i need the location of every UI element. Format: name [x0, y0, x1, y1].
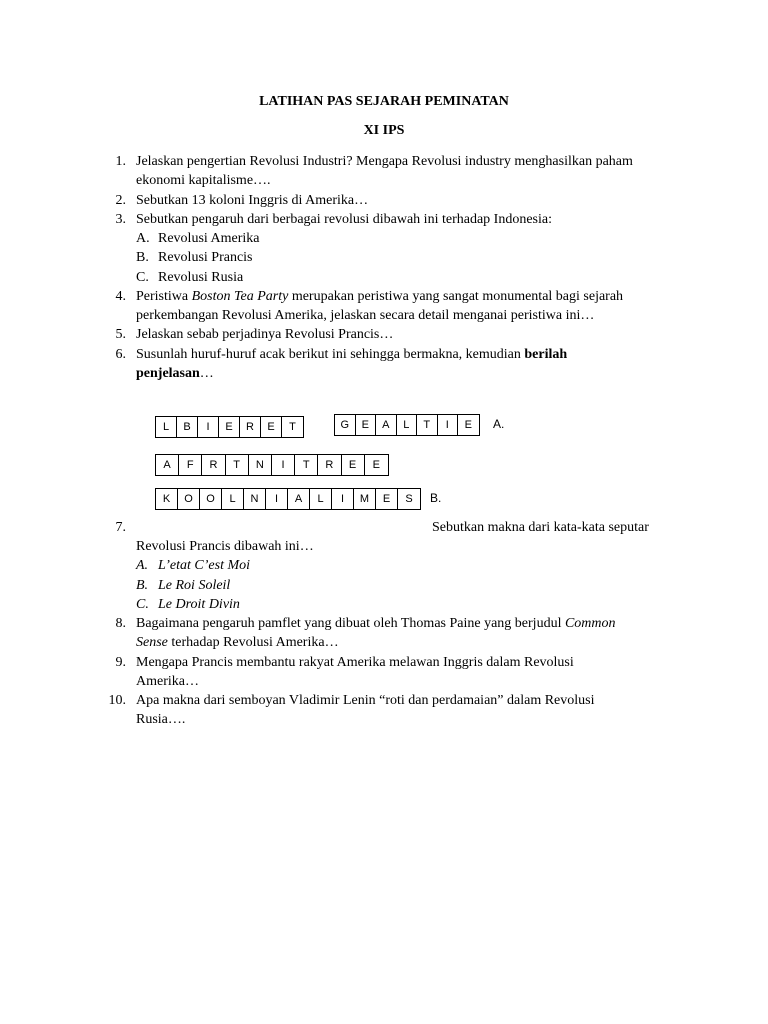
- option-letter: C.: [136, 270, 149, 285]
- letter-tile: T: [417, 415, 438, 435]
- question-number: 8.: [115, 616, 126, 631]
- question-9-cont: Amerika…: [136, 674, 199, 689]
- question-text: Sebutkan 13 koloni Inggris di Amerika…: [136, 193, 369, 208]
- question-bold-text: berilah: [524, 347, 568, 362]
- option-c: [136, 595, 240, 614]
- option-text: Revolusi Rusia: [158, 270, 244, 285]
- letter-tile: E: [356, 415, 377, 435]
- letter-tile: R: [240, 417, 261, 437]
- option-letter: A.: [136, 558, 149, 573]
- question-4-cont: perkembangan Revolusi Amerika, jelaskan secara detail menganai peristiwa ini…: [136, 308, 595, 323]
- question-number: 7.: [115, 520, 126, 535]
- question-text: Jelaskan pengertian Revolusi Industri? Mengapa Revolusi industry menghasilkan paham: [136, 154, 633, 169]
- question-10-cont: Rusia….: [136, 712, 186, 727]
- question-number: 10.: [108, 693, 126, 708]
- letter-tile: L: [397, 415, 418, 435]
- question-text: Susunlah huruf-huruf acak berikut ini sehingga bermakna, kemudian: [136, 347, 525, 362]
- option-b: [136, 248, 253, 267]
- question-number: 5.: [115, 327, 126, 342]
- letter-tiles-row-3: [155, 454, 389, 476]
- question-text: Bagaimana pengaruh pamflet yang dibuat oleh Thomas Paine yang berjudul: [136, 616, 565, 631]
- letter-tiles-row-1: [155, 416, 304, 438]
- letter-tile: R: [202, 455, 225, 475]
- letter-tile: B: [177, 417, 198, 437]
- option-text: Revolusi Prancis: [158, 250, 253, 265]
- question-text: …: [199, 366, 214, 381]
- option-text: Le Droit Divin: [158, 597, 240, 612]
- letter-tile: E: [376, 489, 398, 509]
- question-text: terhadap Revolusi Amerika…: [167, 635, 339, 650]
- letter-tile: T: [289, 421, 296, 433]
- letter-tile: E: [372, 459, 380, 471]
- question-text: Peristiwa: [136, 289, 192, 304]
- letter-tile: E: [342, 455, 365, 475]
- page-title: LATIHAN PAS SEJARAH PEMINATAN: [259, 94, 509, 109]
- question-bold-text: penjelasan: [136, 366, 200, 381]
- letter-tile: L: [310, 489, 332, 509]
- letter-tile: T: [295, 455, 318, 475]
- question-number: 1.: [115, 154, 126, 169]
- question-number: 2.: [115, 193, 126, 208]
- question-text: merupakan peristiwa yang sangat monumental bagi sejarah: [288, 289, 624, 304]
- letter-tile: I: [272, 455, 295, 475]
- letter-tile: G: [335, 415, 356, 435]
- question-italic-text: Common: [564, 616, 616, 631]
- letter-tile: F: [179, 455, 202, 475]
- question-6-cont: [136, 364, 214, 383]
- letter-tile: N: [244, 489, 266, 509]
- letter-tile: O: [200, 489, 222, 509]
- letter-tiles-row-4: [155, 488, 421, 510]
- question-number: 3.: [115, 212, 126, 227]
- option-a: [136, 556, 250, 575]
- question-italic-text: Sense: [136, 635, 168, 650]
- option-letter: B.: [136, 578, 149, 593]
- letter-tile: E: [219, 417, 240, 437]
- letter-tile: T: [226, 455, 249, 475]
- question-text: Apa makna dari semboyan Vladimir Lenin “roti dan perdamaian” dalam Revolusi: [136, 693, 595, 708]
- option-letter: A.: [136, 231, 150, 246]
- letter-tile: S: [405, 493, 413, 505]
- question-text: Sebutkan makna dari kata-kata seputar: [432, 520, 649, 535]
- option-letter: B.: [136, 250, 149, 265]
- question-text: Sebutkan pengaruh dari berbagai revolusi dibawah ini terhadap Indonesia:: [136, 212, 552, 227]
- question-text: Jelaskan sebab perjadinya Revolusi Prancis…: [136, 327, 394, 342]
- option-text: Revolusi Amerika: [158, 231, 260, 246]
- puzzle-tag-b: B.: [430, 491, 442, 505]
- question-text: Mengapa Prancis membantu rakyat Amerika melawan Inggris dalam Revolusi: [136, 655, 574, 670]
- letter-tile: R: [318, 455, 341, 475]
- letter-tile: O: [178, 489, 200, 509]
- option-b: [136, 576, 230, 595]
- letter-tile: K: [156, 489, 178, 509]
- letter-tile: I: [198, 417, 219, 437]
- letter-tile: L: [156, 417, 177, 437]
- letter-tile: I: [266, 489, 288, 509]
- option-text: L’etat C’est Moi: [158, 558, 251, 573]
- letter-tile: A: [288, 489, 310, 509]
- question-number: 4.: [115, 289, 126, 304]
- puzzle-tag-a: A.: [493, 417, 505, 431]
- question-8-cont: [136, 633, 339, 652]
- question-number: 9.: [115, 655, 126, 670]
- letter-tile: A: [376, 415, 397, 435]
- option-c: [136, 268, 243, 287]
- letter-tile: L: [222, 489, 244, 509]
- question-italic-text: Boston Tea Party: [191, 289, 289, 304]
- letter-tile: M: [354, 489, 376, 509]
- letter-tiles-row-2: [334, 414, 480, 436]
- question-7-cont: Revolusi Prancis dibawah ini…: [136, 539, 314, 554]
- question-1-cont: ekonomi kapitalisme….: [136, 173, 271, 188]
- letter-tile: N: [249, 455, 272, 475]
- option-letter: C.: [136, 597, 149, 612]
- option-a: [136, 229, 260, 248]
- letter-tile: A: [156, 455, 179, 475]
- option-text: Le Roi Soleil: [158, 578, 231, 593]
- letter-tile: E: [464, 419, 472, 431]
- letter-tile: E: [261, 417, 282, 437]
- page-subtitle: XI IPS: [363, 123, 405, 138]
- letter-tile: I: [438, 415, 459, 435]
- question-number: 6.: [115, 347, 126, 362]
- letter-tile: I: [332, 489, 354, 509]
